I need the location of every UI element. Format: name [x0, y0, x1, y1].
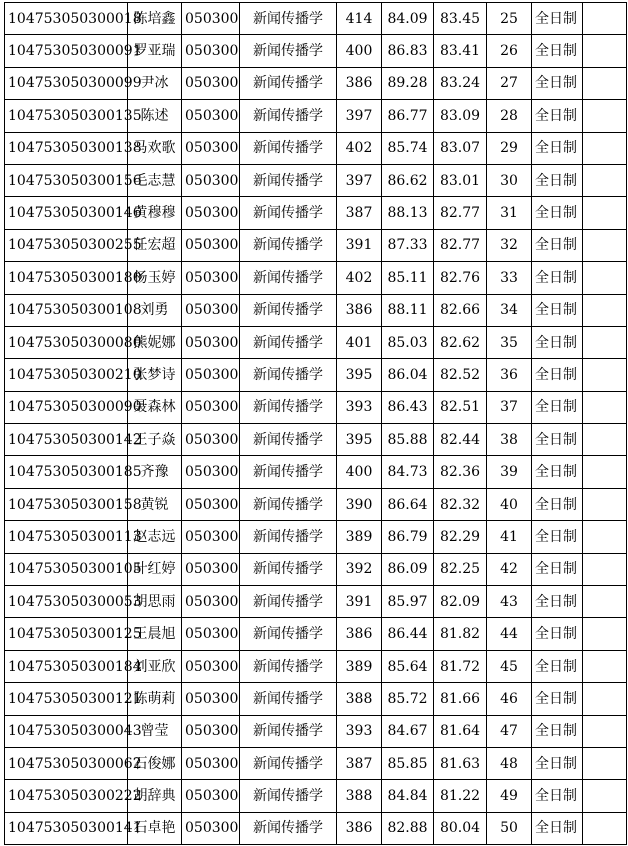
- rank-cell: 35: [487, 326, 532, 358]
- study-mode-cell: 全日制: [532, 586, 583, 618]
- major-code-cell: 050300: [182, 683, 240, 715]
- study-mode-cell: 全日制: [532, 456, 583, 488]
- major-code-cell: 050300: [182, 747, 240, 779]
- study-mode-cell: 全日制: [532, 197, 583, 229]
- name-cell: 毛志慧: [128, 164, 182, 196]
- prelim-score-cell: 414: [337, 3, 382, 35]
- name-cell: 杨玉婷: [128, 262, 182, 294]
- total-score-cell: 82.44: [434, 424, 487, 456]
- study-mode-cell: 全日制: [532, 650, 583, 682]
- major-name-cell: 新闻传播学: [240, 586, 337, 618]
- major-name-cell: 新闻传播学: [240, 359, 337, 391]
- major-code-cell: 050300: [182, 229, 240, 261]
- rank-cell: 32: [487, 229, 532, 261]
- remarks-cell: [583, 132, 627, 164]
- remarks-cell: [583, 391, 627, 423]
- name-cell: 曾莹: [128, 715, 182, 747]
- prelim-score-cell: 402: [337, 262, 382, 294]
- rank-cell: 45: [487, 650, 532, 682]
- retest-score-cell: 82.88: [382, 812, 434, 844]
- name-cell: 刘亚欣: [128, 650, 182, 682]
- retest-score-cell: 87.33: [382, 229, 434, 261]
- total-score-cell: 81.63: [434, 747, 487, 779]
- rank-cell: 40: [487, 488, 532, 520]
- study-mode-cell: 全日制: [532, 35, 583, 67]
- major-name-cell: 新闻传播学: [240, 553, 337, 585]
- table-row: [5, 586, 627, 618]
- study-mode-cell: 全日制: [532, 262, 583, 294]
- rank-cell: 33: [487, 262, 532, 294]
- total-score-cell: 82.62: [434, 326, 487, 358]
- major-code-cell: 050300: [182, 100, 240, 132]
- name-cell: 胡思雨: [128, 586, 182, 618]
- candidate-id-cell: 104753050300053: [5, 586, 128, 618]
- table-row: [5, 294, 627, 326]
- major-name-cell: 新闻传播学: [240, 229, 337, 261]
- total-score-cell: 82.77: [434, 229, 487, 261]
- prelim-score-cell: 400: [337, 35, 382, 67]
- major-code-cell: 050300: [182, 359, 240, 391]
- table-row: [5, 391, 627, 423]
- retest-score-cell: 84.67: [382, 715, 434, 747]
- prelim-score-cell: 393: [337, 715, 382, 747]
- rank-cell: 39: [487, 456, 532, 488]
- total-score-cell: 81.72: [434, 650, 487, 682]
- study-mode-cell: 全日制: [532, 164, 583, 196]
- remarks-cell: [583, 100, 627, 132]
- major-code-cell: 050300: [182, 812, 240, 844]
- prelim-score-cell: 393: [337, 391, 382, 423]
- total-score-cell: 83.09: [434, 100, 487, 132]
- name-cell: 任宏超: [128, 229, 182, 261]
- remarks-cell: [583, 715, 627, 747]
- name-cell: 石俊娜: [128, 747, 182, 779]
- study-mode-cell: 全日制: [532, 326, 583, 358]
- candidate-id-cell: 104753050300113: [5, 521, 128, 553]
- major-code-cell: 050300: [182, 521, 240, 553]
- total-score-cell: 81.82: [434, 618, 487, 650]
- retest-score-cell: 84.84: [382, 780, 434, 812]
- prelim-score-cell: 395: [337, 359, 382, 391]
- major-name-cell: 新闻传播学: [240, 294, 337, 326]
- retest-score-cell: 85.11: [382, 262, 434, 294]
- total-score-cell: 83.01: [434, 164, 487, 196]
- name-cell: 王子焱: [128, 424, 182, 456]
- retest-score-cell: 85.72: [382, 683, 434, 715]
- retest-score-cell: 86.83: [382, 35, 434, 67]
- candidate-id-cell: 104753050300184: [5, 650, 128, 682]
- remarks-cell: [583, 229, 627, 261]
- major-name-cell: 新闻传播学: [240, 35, 337, 67]
- prelim-score-cell: 391: [337, 229, 382, 261]
- remarks-cell: [583, 326, 627, 358]
- study-mode-cell: 全日制: [532, 359, 583, 391]
- name-cell: 陈萌莉: [128, 683, 182, 715]
- total-score-cell: 81.22: [434, 780, 487, 812]
- total-score-cell: 82.29: [434, 521, 487, 553]
- candidate-id-cell: 104753050300146: [5, 197, 128, 229]
- major-code-cell: 050300: [182, 424, 240, 456]
- retest-score-cell: 88.13: [382, 197, 434, 229]
- name-cell: 陈述: [128, 100, 182, 132]
- total-score-cell: 83.07: [434, 132, 487, 164]
- table-row: [5, 683, 627, 715]
- name-cell: 张梦诗: [128, 359, 182, 391]
- candidate-id-cell: 104753050300156: [5, 164, 128, 196]
- rank-cell: 36: [487, 359, 532, 391]
- name-cell: 王晨旭: [128, 618, 182, 650]
- rank-cell: 42: [487, 553, 532, 585]
- major-code-cell: 050300: [182, 488, 240, 520]
- major-name-cell: 新闻传播学: [240, 780, 337, 812]
- prelim-score-cell: 389: [337, 521, 382, 553]
- major-code-cell: 050300: [182, 294, 240, 326]
- total-score-cell: 82.51: [434, 391, 487, 423]
- name-cell: 马欢歌: [128, 132, 182, 164]
- rank-cell: 30: [487, 164, 532, 196]
- major-code-cell: 050300: [182, 715, 240, 747]
- retest-score-cell: 86.77: [382, 100, 434, 132]
- remarks-cell: [583, 197, 627, 229]
- name-cell: 齐豫: [128, 456, 182, 488]
- remarks-cell: [583, 650, 627, 682]
- candidate-id-cell: 104753050300141: [5, 812, 128, 844]
- rank-cell: 46: [487, 683, 532, 715]
- candidate-id-cell: 104753050300222: [5, 780, 128, 812]
- major-code-cell: 050300: [182, 456, 240, 488]
- table-row: [5, 229, 627, 261]
- prelim-score-cell: 400: [337, 456, 382, 488]
- prelim-score-cell: 388: [337, 683, 382, 715]
- remarks-cell: [583, 67, 627, 99]
- remarks-cell: [583, 424, 627, 456]
- retest-score-cell: 86.64: [382, 488, 434, 520]
- major-name-cell: 新闻传播学: [240, 197, 337, 229]
- rank-cell: 31: [487, 197, 532, 229]
- name-cell: 黄穆穆: [128, 197, 182, 229]
- major-code-cell: 050300: [182, 650, 240, 682]
- name-cell: 聂森林: [128, 391, 182, 423]
- rank-cell: 25: [487, 3, 532, 35]
- remarks-cell: [583, 35, 627, 67]
- major-code-cell: 050300: [182, 132, 240, 164]
- remarks-cell: [583, 553, 627, 585]
- table-row: [5, 3, 627, 35]
- study-mode-cell: 全日制: [532, 67, 583, 99]
- remarks-cell: [583, 164, 627, 196]
- study-mode-cell: 全日制: [532, 100, 583, 132]
- major-code-cell: 050300: [182, 780, 240, 812]
- table-row: [5, 197, 627, 229]
- remarks-cell: [583, 521, 627, 553]
- table-row: [5, 650, 627, 682]
- study-mode-cell: 全日制: [532, 391, 583, 423]
- table-row: [5, 553, 627, 585]
- major-code-cell: 050300: [182, 326, 240, 358]
- major-name-cell: 新闻传播学: [240, 521, 337, 553]
- prelim-score-cell: 388: [337, 780, 382, 812]
- total-score-cell: 82.76: [434, 262, 487, 294]
- prelim-score-cell: 395: [337, 424, 382, 456]
- major-name-cell: 新闻传播学: [240, 132, 337, 164]
- retest-score-cell: 85.03: [382, 326, 434, 358]
- study-mode-cell: 全日制: [532, 521, 583, 553]
- prelim-score-cell: 392: [337, 553, 382, 585]
- study-mode-cell: 全日制: [532, 424, 583, 456]
- candidate-id-cell: 104753050300210: [5, 359, 128, 391]
- prelim-score-cell: 386: [337, 618, 382, 650]
- major-code-cell: 050300: [182, 262, 240, 294]
- major-name-cell: 新闻传播学: [240, 747, 337, 779]
- major-name-cell: 新闻传播学: [240, 488, 337, 520]
- admission-results-table: [4, 2, 627, 845]
- major-name-cell: 新闻传播学: [240, 326, 337, 358]
- candidate-id-cell: 104753050300105: [5, 553, 128, 585]
- candidate-id-cell: 104753050300062: [5, 747, 128, 779]
- table-row: [5, 424, 627, 456]
- remarks-cell: [583, 812, 627, 844]
- rank-cell: 43: [487, 586, 532, 618]
- name-cell: 刘勇: [128, 294, 182, 326]
- retest-score-cell: 86.43: [382, 391, 434, 423]
- retest-score-cell: 84.73: [382, 456, 434, 488]
- table-row: [5, 100, 627, 132]
- remarks-cell: [583, 618, 627, 650]
- study-mode-cell: 全日制: [532, 3, 583, 35]
- candidate-id-cell: 104753050300043: [5, 715, 128, 747]
- retest-score-cell: 85.64: [382, 650, 434, 682]
- candidate-id-cell: 104753050300125: [5, 618, 128, 650]
- candidate-id-cell: 104753050300121: [5, 683, 128, 715]
- candidate-id-cell: 104753050300018: [5, 3, 128, 35]
- prelim-score-cell: 387: [337, 197, 382, 229]
- candidate-id-cell: 104753050300091: [5, 35, 128, 67]
- study-mode-cell: 全日制: [532, 715, 583, 747]
- retest-score-cell: 86.79: [382, 521, 434, 553]
- study-mode-cell: 全日制: [532, 132, 583, 164]
- table-body: [5, 3, 627, 845]
- remarks-cell: [583, 294, 627, 326]
- table-row: [5, 780, 627, 812]
- total-score-cell: 83.45: [434, 3, 487, 35]
- total-score-cell: 83.41: [434, 35, 487, 67]
- table-row: [5, 326, 627, 358]
- rank-cell: 41: [487, 521, 532, 553]
- major-name-cell: 新闻传播学: [240, 650, 337, 682]
- prelim-score-cell: 401: [337, 326, 382, 358]
- prelim-score-cell: 389: [337, 650, 382, 682]
- remarks-cell: [583, 747, 627, 779]
- remarks-cell: [583, 780, 627, 812]
- table-row: [5, 67, 627, 99]
- major-code-cell: 050300: [182, 197, 240, 229]
- table-row: [5, 456, 627, 488]
- table-row: [5, 35, 627, 67]
- name-cell: 尹冰: [128, 67, 182, 99]
- table-row: [5, 812, 627, 844]
- candidate-id-cell: 104753050300099: [5, 67, 128, 99]
- major-name-cell: 新闻传播学: [240, 67, 337, 99]
- retest-score-cell: 89.28: [382, 67, 434, 99]
- remarks-cell: [583, 262, 627, 294]
- major-code-cell: 050300: [182, 553, 240, 585]
- major-code-cell: 050300: [182, 618, 240, 650]
- rank-cell: 29: [487, 132, 532, 164]
- name-cell: 陈培鑫: [128, 3, 182, 35]
- candidate-id-cell: 104753050300108: [5, 294, 128, 326]
- prelim-score-cell: 391: [337, 586, 382, 618]
- major-name-cell: 新闻传播学: [240, 683, 337, 715]
- remarks-cell: [583, 456, 627, 488]
- total-score-cell: 82.77: [434, 197, 487, 229]
- retest-score-cell: 86.04: [382, 359, 434, 391]
- study-mode-cell: 全日制: [532, 618, 583, 650]
- table-row: [5, 488, 627, 520]
- table-row: [5, 132, 627, 164]
- candidate-id-cell: 104753050300185: [5, 456, 128, 488]
- study-mode-cell: 全日制: [532, 683, 583, 715]
- candidate-id-cell: 104753050300138: [5, 132, 128, 164]
- major-code-cell: 050300: [182, 164, 240, 196]
- major-name-cell: 新闻传播学: [240, 164, 337, 196]
- study-mode-cell: 全日制: [532, 294, 583, 326]
- candidate-id-cell: 104753050300255: [5, 229, 128, 261]
- prelim-score-cell: 386: [337, 67, 382, 99]
- total-score-cell: 81.64: [434, 715, 487, 747]
- total-score-cell: 81.66: [434, 683, 487, 715]
- table-row: [5, 521, 627, 553]
- table-row: [5, 359, 627, 391]
- table-row: [5, 164, 627, 196]
- prelim-score-cell: 386: [337, 812, 382, 844]
- candidate-id-cell: 104753050300180: [5, 262, 128, 294]
- remarks-cell: [583, 3, 627, 35]
- retest-score-cell: 86.44: [382, 618, 434, 650]
- candidate-id-cell: 104753050300142: [5, 424, 128, 456]
- prelim-score-cell: 387: [337, 747, 382, 779]
- major-code-cell: 050300: [182, 391, 240, 423]
- candidate-id-cell: 104753050300090: [5, 391, 128, 423]
- total-score-cell: 82.09: [434, 586, 487, 618]
- total-score-cell: 82.52: [434, 359, 487, 391]
- candidate-id-cell: 104753050300158: [5, 488, 128, 520]
- major-code-cell: 050300: [182, 3, 240, 35]
- retest-score-cell: 86.09: [382, 553, 434, 585]
- major-code-cell: 050300: [182, 67, 240, 99]
- major-name-cell: 新闻传播学: [240, 456, 337, 488]
- table-row: [5, 747, 627, 779]
- retest-score-cell: 84.09: [382, 3, 434, 35]
- prelim-score-cell: 390: [337, 488, 382, 520]
- total-score-cell: 82.36: [434, 456, 487, 488]
- rank-cell: 37: [487, 391, 532, 423]
- study-mode-cell: 全日制: [532, 553, 583, 585]
- table-row: [5, 715, 627, 747]
- study-mode-cell: 全日制: [532, 488, 583, 520]
- study-mode-cell: 全日制: [532, 812, 583, 844]
- remarks-cell: [583, 488, 627, 520]
- total-score-cell: 82.32: [434, 488, 487, 520]
- rank-cell: 48: [487, 747, 532, 779]
- name-cell: 罗亚瑞: [128, 35, 182, 67]
- rank-cell: 28: [487, 100, 532, 132]
- name-cell: 石卓艳: [128, 812, 182, 844]
- remarks-cell: [583, 683, 627, 715]
- rank-cell: 49: [487, 780, 532, 812]
- candidate-id-cell: 104753050300135: [5, 100, 128, 132]
- retest-score-cell: 88.11: [382, 294, 434, 326]
- rank-cell: 38: [487, 424, 532, 456]
- retest-score-cell: 85.97: [382, 586, 434, 618]
- candidate-id-cell: 104753050300080: [5, 326, 128, 358]
- total-score-cell: 82.25: [434, 553, 487, 585]
- major-name-cell: 新闻传播学: [240, 424, 337, 456]
- rank-cell: 50: [487, 812, 532, 844]
- rank-cell: 26: [487, 35, 532, 67]
- retest-score-cell: 85.88: [382, 424, 434, 456]
- rank-cell: 47: [487, 715, 532, 747]
- major-name-cell: 新闻传播学: [240, 618, 337, 650]
- retest-score-cell: 86.62: [382, 164, 434, 196]
- remarks-cell: [583, 359, 627, 391]
- major-name-cell: 新闻传播学: [240, 100, 337, 132]
- remarks-cell: [583, 586, 627, 618]
- name-cell: 熊妮娜: [128, 326, 182, 358]
- rank-cell: 27: [487, 67, 532, 99]
- major-name-cell: 新闻传播学: [240, 812, 337, 844]
- prelim-score-cell: 402: [337, 132, 382, 164]
- total-score-cell: 80.04: [434, 812, 487, 844]
- prelim-score-cell: 397: [337, 100, 382, 132]
- major-name-cell: 新闻传播学: [240, 391, 337, 423]
- major-code-cell: 050300: [182, 586, 240, 618]
- study-mode-cell: 全日制: [532, 229, 583, 261]
- total-score-cell: 82.66: [434, 294, 487, 326]
- table-row: [5, 618, 627, 650]
- major-name-cell: 新闻传播学: [240, 262, 337, 294]
- name-cell: 叶红婷: [128, 553, 182, 585]
- study-mode-cell: 全日制: [532, 747, 583, 779]
- name-cell: 黄锐: [128, 488, 182, 520]
- retest-score-cell: 85.85: [382, 747, 434, 779]
- table-row: [5, 262, 627, 294]
- rank-cell: 34: [487, 294, 532, 326]
- total-score-cell: 83.24: [434, 67, 487, 99]
- name-cell: 胡辞典: [128, 780, 182, 812]
- major-name-cell: 新闻传播学: [240, 3, 337, 35]
- name-cell: 赵志远: [128, 521, 182, 553]
- rank-cell: 44: [487, 618, 532, 650]
- major-name-cell: 新闻传播学: [240, 715, 337, 747]
- major-code-cell: 050300: [182, 35, 240, 67]
- prelim-score-cell: 386: [337, 294, 382, 326]
- study-mode-cell: 全日制: [532, 780, 583, 812]
- retest-score-cell: 85.74: [382, 132, 434, 164]
- prelim-score-cell: 397: [337, 164, 382, 196]
